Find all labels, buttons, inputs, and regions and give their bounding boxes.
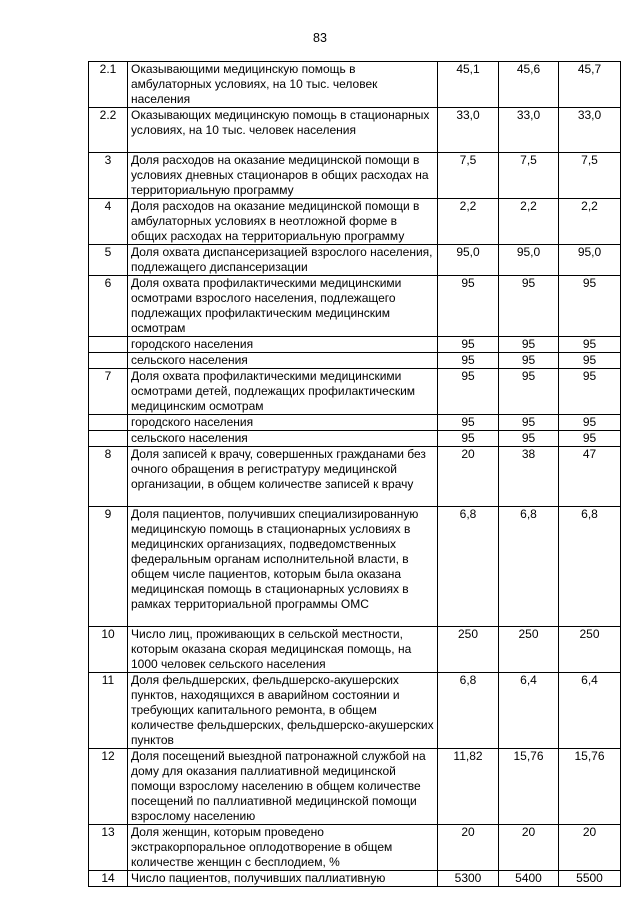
row-number-cell: 8: [89, 447, 128, 507]
row-description-cell: Оказывающими медицинскую помощь в амбулаторных условиях, на 10 тыс. человек населения: [128, 62, 438, 108]
table-row: [89, 431, 621, 447]
value-cell-year-1: 95,0: [438, 245, 499, 276]
value-cell-year-3: 45,7: [559, 62, 621, 108]
value-cell-year-1: 33,0: [438, 108, 499, 153]
table-row: [89, 369, 621, 415]
row-description-cell: Доля женщин, которым проведено экстракорпоральное оплодотворение в общем количестве женщин с бесплодием, %: [128, 825, 438, 871]
value-cell-year-1: 95: [438, 276, 499, 337]
table-row: [89, 673, 621, 749]
value-cell-year-2: 95: [499, 415, 559, 431]
value-cell-year-2: 38: [499, 447, 559, 507]
value-cell-year-3: 250: [559, 627, 621, 673]
page-number: 83: [313, 31, 327, 45]
table-row: [89, 749, 621, 825]
value-cell-year-3: 95: [559, 431, 621, 447]
value-cell-year-3: 20: [559, 825, 621, 871]
row-number-cell: [89, 431, 128, 447]
row-description-cell: Доля пациентов, получивших специализированную медицинскую помощь в стационарных условиях в медицинских организациях, подведомственных федеральным органам исполнительной власти, в общем числе пациентов, которым была оказана медицинская помощь в стационарных условиях в рамках территориальной программы ОМС: [128, 507, 438, 627]
value-cell-year-2: 95: [499, 431, 559, 447]
value-cell-year-3: 6,4: [559, 673, 621, 749]
row-number-cell: 2.2: [89, 108, 128, 153]
value-cell-year-1: 95: [438, 431, 499, 447]
row-description-cell: Доля посещений выездной патронажной службой на дому для оказания паллиативной медицинской помощи взрослому населению в общем количестве посещений по паллиативной медицинской помощи взрослому населению: [128, 749, 438, 825]
value-cell-year-1: 11,82: [438, 749, 499, 825]
table-row: [89, 825, 621, 871]
value-cell-year-1: 45,1: [438, 62, 499, 108]
table-row: [89, 627, 621, 673]
value-cell-year-3: 7,5: [559, 153, 621, 199]
table-row: [89, 507, 621, 627]
value-cell-year-2: 7,5: [499, 153, 559, 199]
value-cell-year-1: 2,2: [438, 199, 499, 245]
value-cell-year-2: 33,0: [499, 108, 559, 153]
row-number-cell: 10: [89, 627, 128, 673]
value-cell-year-2: 95,0: [499, 245, 559, 276]
row-number-cell: [89, 415, 128, 431]
row-description-cell: Доля фельдшерских, фельдшерско-акушерских пунктов, находящихся в аварийном состоянии и требующих капитального ремонта, в общем количестве фельдшерских, фельдшерско-акушерских пунктов: [128, 673, 438, 749]
row-description-cell: Доля охвата профилактическими медицинскими осмотрами детей, подлежащих профилактическим медицинским осмотрам: [128, 369, 438, 415]
row-number-cell: 5: [89, 245, 128, 276]
value-cell-year-1: 6,8: [438, 507, 499, 627]
value-cell-year-1: 95: [438, 353, 499, 369]
value-cell-year-1: 95: [438, 369, 499, 415]
row-description-cell: Доля расходов на оказание медицинской помощи в условиях дневных стационаров в общих расходах на территориальную программу: [128, 153, 438, 199]
value-cell-year-3: 95: [559, 337, 621, 353]
row-number-cell: 12: [89, 749, 128, 825]
value-cell-year-2: 6,8: [499, 507, 559, 627]
value-cell-year-2: 20: [499, 825, 559, 871]
value-cell-year-1: 20: [438, 825, 499, 871]
row-number-cell: 4: [89, 199, 128, 245]
table-row: [89, 276, 621, 337]
value-cell-year-3: 95: [559, 276, 621, 337]
value-cell-year-1: 6,8: [438, 673, 499, 749]
value-cell-year-1: 95: [438, 415, 499, 431]
value-cell-year-2: 2,2: [499, 199, 559, 245]
row-number-cell: 7: [89, 369, 128, 415]
value-cell-year-3: 5500: [559, 871, 621, 887]
value-cell-year-2: 15,76: [499, 749, 559, 825]
row-number-cell: 3: [89, 153, 128, 199]
row-description-cell: Оказывающих медицинскую помощь в стационарных условиях, на 10 тыс. человек населения: [128, 108, 438, 153]
value-cell-year-3: 33,0: [559, 108, 621, 153]
value-cell-year-3: 2,2: [559, 199, 621, 245]
row-number-cell: 6: [89, 276, 128, 337]
value-cell-year-3: 47: [559, 447, 621, 507]
value-cell-year-1: 95: [438, 337, 499, 353]
table-row: [89, 353, 621, 369]
value-cell-year-2: 95: [499, 369, 559, 415]
row-description-cell: Доля охвата диспансеризацией взрослого населения, подлежащего диспансеризации: [128, 245, 438, 276]
value-cell-year-3: 95,0: [559, 245, 621, 276]
row-number-cell: [89, 353, 128, 369]
table-row: [89, 415, 621, 431]
row-description-cell: Число пациентов, получивших паллиативную: [128, 871, 438, 887]
table-row: [89, 337, 621, 353]
table-row: [89, 199, 621, 245]
value-cell-year-3: 95: [559, 369, 621, 415]
value-cell-year-2: 95: [499, 337, 559, 353]
value-cell-year-2: 45,6: [499, 62, 559, 108]
value-cell-year-1: 5300: [438, 871, 499, 887]
row-description-cell: Число лиц, проживающих в сельской местности, которым оказана скорая медицинская помощь, на 1000 человек сельского населения: [128, 627, 438, 673]
value-cell-year-2: 95: [499, 353, 559, 369]
table-row: [89, 447, 621, 507]
row-description-cell: городского населения: [128, 415, 438, 431]
table-row: [89, 245, 621, 276]
table-row: [89, 153, 621, 199]
row-number-cell: 14: [89, 871, 128, 887]
row-description-cell: сельского населения: [128, 431, 438, 447]
row-description-cell: Доля записей к врачу, совершенных гражданами без очного обращения в регистратуру медицинской организации, в общем количестве записей к врачу: [128, 447, 438, 507]
value-cell-year-3: 6,8: [559, 507, 621, 627]
value-cell-year-2: 5400: [499, 871, 559, 887]
indicators-table: [88, 61, 621, 887]
table-row: [89, 108, 621, 153]
value-cell-year-2: 6,4: [499, 673, 559, 749]
value-cell-year-1: 250: [438, 627, 499, 673]
row-description-cell: Доля расходов на оказание медицинской помощи в амбулаторных условиях в неотложной форме в общих расходах на территориальную программу: [128, 199, 438, 245]
row-number-cell: 13: [89, 825, 128, 871]
table-row: [89, 62, 621, 108]
row-number-cell: 11: [89, 673, 128, 749]
row-number-cell: 2.1: [89, 62, 128, 108]
value-cell-year-1: 7,5: [438, 153, 499, 199]
table-row: [89, 871, 621, 887]
value-cell-year-1: 20: [438, 447, 499, 507]
row-number-cell: [89, 337, 128, 353]
row-description-cell: городского населения: [128, 337, 438, 353]
value-cell-year-3: 95: [559, 353, 621, 369]
value-cell-year-3: 15,76: [559, 749, 621, 825]
row-description-cell: Доля охвата профилактическими медицинскими осмотрами взрослого населения, подлежащего подлежащих профилактическим медицинским осмотрам: [128, 276, 438, 337]
row-description-cell: сельского населения: [128, 353, 438, 369]
row-number-cell: 9: [89, 507, 128, 627]
value-cell-year-3: 95: [559, 415, 621, 431]
value-cell-year-2: 250: [499, 627, 559, 673]
value-cell-year-2: 95: [499, 276, 559, 337]
